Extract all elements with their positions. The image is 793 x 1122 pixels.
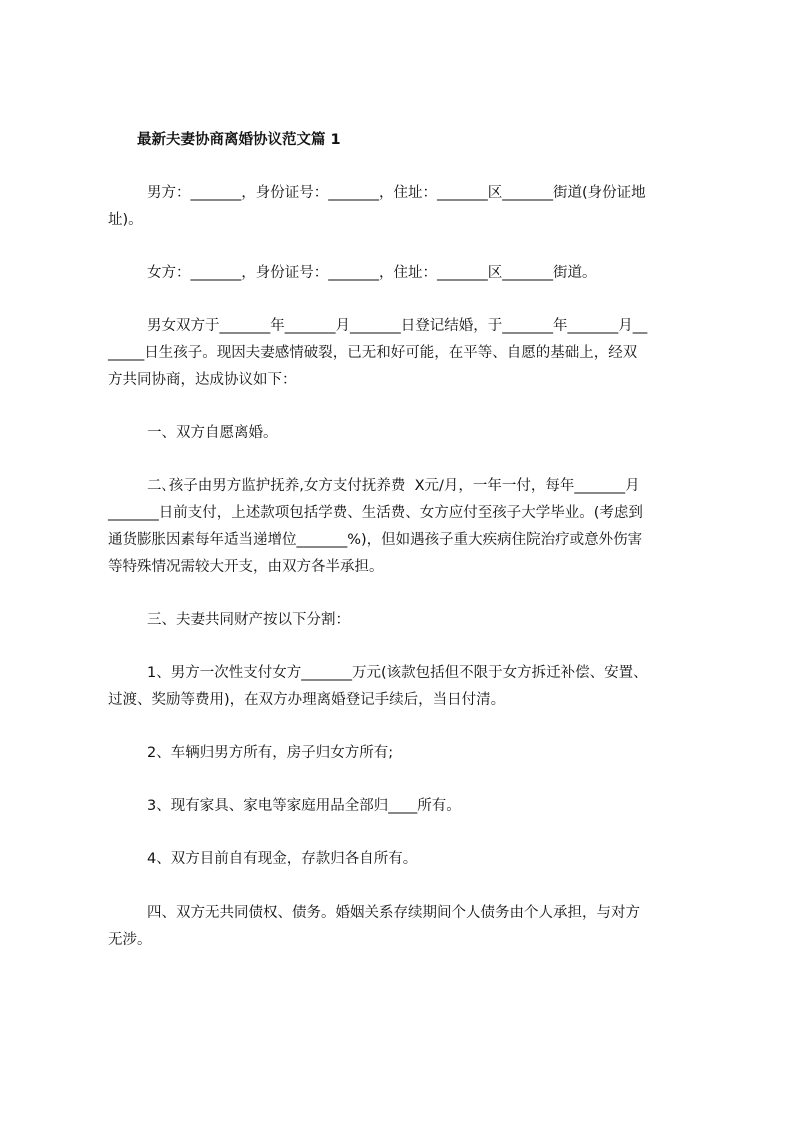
marriage-line-3: 方共同协商，达成协议如下：	[108, 372, 297, 388]
clause-3: 三、夫妻共同财产按以下分割：	[147, 612, 350, 628]
clause-1: 一、双方自愿离婚。	[147, 425, 278, 441]
clause-2-line-2: _______日前支付，上述款项包括学费、生活费、女方应付至孩子大学毕业。(考虑到	[108, 505, 643, 521]
husband-info-line-2: 址)。	[108, 212, 143, 228]
item-4: 4、双方目前自有现金，存款归各自所有。	[147, 851, 418, 867]
clause-2-line-4: 等特殊情况需较大开支，由双方各半承担。	[108, 559, 384, 575]
clause-2-line-3: 通货膨胀因素每年适当递增位_______%)，但如遇孩子重大疾病住院治疗或意外伤害	[108, 532, 643, 548]
item-3: 3、现有家具、家电等家庭用品全部归____所有。	[147, 798, 461, 814]
item-1-line-1: 1、男方一次性支付女方_______万元(该款包括但不限于女方拆迁补偿、安置、	[147, 665, 648, 681]
clause-4-line-2: 无涉。	[108, 932, 152, 948]
husband-info-line-1: 男方：_______，身份证号：_______，住址：_______区_______街道(身份证地	[147, 185, 646, 201]
clause-4-line-1: 四、双方无共同债权、债务。婚姻关系存续期间个人债务由个人承担，与对方	[147, 905, 640, 921]
item-1-line-2: 过渡、奖励等费用)，在双方办理离婚登记手续后，当日付清。	[108, 692, 506, 708]
wife-info-line: 女方：_______，身份证号：_______，住址：_______区_______街道。	[147, 265, 597, 281]
marriage-line-2: _____日生孩子。现因夫妻感情破裂，已无和好可能，在平等、自愿的基础上，经双	[108, 345, 638, 361]
marriage-line-1: 男女双方于_______年_______月_______日登记结婚，于_______年_______月__	[147, 318, 648, 334]
item-2: 2、车辆归男方所有，房子归女方所有;	[147, 745, 394, 761]
clause-2-line-1: 二､孩子由男方监护抚养,女方支付抚养费 X元/月，一年一付，每年_______月	[147, 478, 640, 494]
document-title: 最新夫妻协商离婚协议范文篇 1	[137, 132, 341, 148]
